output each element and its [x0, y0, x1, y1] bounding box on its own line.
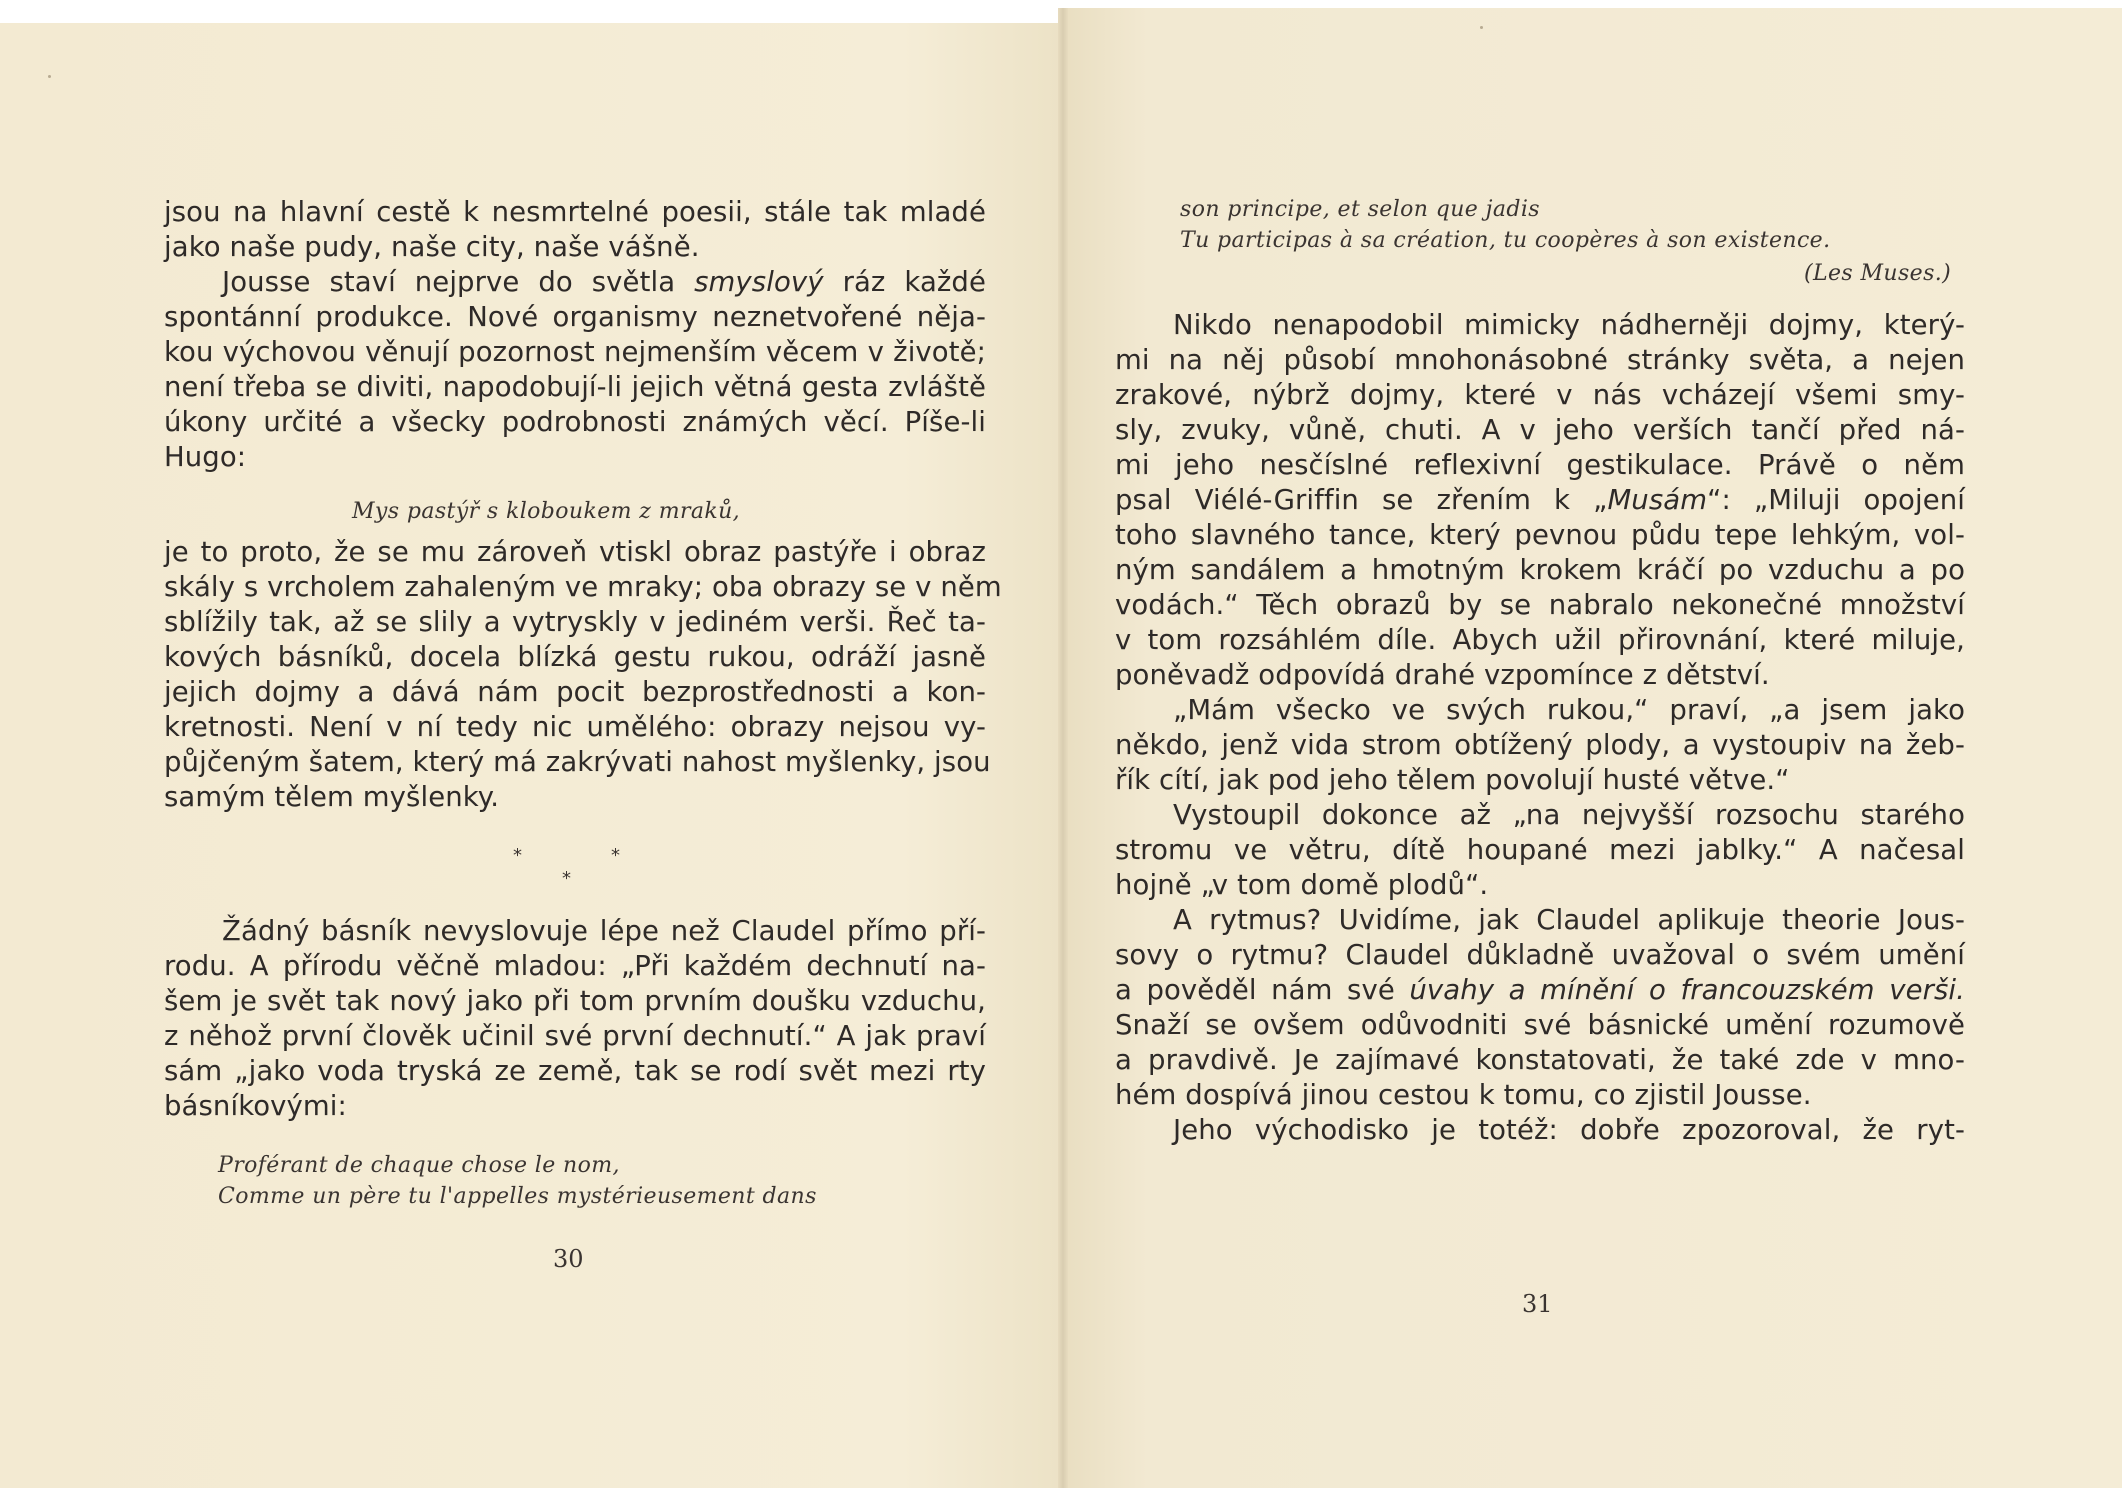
text-line: v tom rozsáhlém díle. Abych užil přirovnání, které miluje,	[1115, 624, 1965, 656]
text-line: jsou na hlavní cestě k nesmrtelné poesii, stále tak mladé	[164, 196, 986, 228]
text-line: „Mám všecko ve svých rukou,“ praví, „a jsem jako	[1173, 694, 1965, 726]
section-separator-star: *	[513, 845, 522, 866]
text-line: toho slavného tance, který pevnou půdu tepe lehkým, vol-	[1115, 519, 1965, 551]
text-line	[164, 265, 986, 300]
text-line: ným sandálem a hmotným krokem kráčí po vzduchu a po	[1115, 554, 1965, 586]
text-line: a pravdivě. Je zajímavé konstatovati, že také zde v mno-	[1115, 1044, 1965, 1076]
text-line: hém dospívá jinou cestou k tomu, co zjistil Jousse.	[1115, 1079, 1812, 1111]
italic-word: Musám	[1607, 484, 1708, 516]
text-line: skály s vrcholem zahaleným ve mraky; oba obrazy se v něm	[164, 571, 1002, 603]
text-line: šem je svět tak nový jako při tom prvním doušku vzduchu,	[164, 985, 986, 1017]
text-line: kových básníků, docela blízká gestu rukou, odráží jasně	[164, 641, 986, 673]
text-line	[1115, 973, 1965, 1008]
text-line: rodu. A přírodu věčně mladou: „Při každém dechnutí na-	[164, 950, 986, 982]
verse-line: son principe, et selon que jadis	[1180, 197, 1540, 222]
text-line: Žádný básník nevyslovuje lépe než Claudel přímo pří-	[222, 915, 986, 947]
text-line: poněvadž odpovídá drahé vzpomínce z dětství.	[1115, 659, 1770, 691]
book-gutter	[1058, 8, 1068, 1488]
text-line: kou výchovou věnují pozornost nejmenším věcem v životě;	[164, 336, 986, 368]
text-line: Jeho východisko je totéž: dobře zpozoroval, že ryt-	[1173, 1114, 1965, 1146]
text-line: A rytmus? Uvidíme, jak Claudel aplikuje theorie Jous-	[1173, 904, 1965, 936]
text-line: jejich dojmy a dává nám pocit bezprostřednosti a kon-	[164, 676, 986, 708]
page-number-left: 30	[553, 1245, 584, 1273]
text-span: “: „Miluji opojení	[1707, 484, 1965, 516]
french-verse-continued	[1180, 194, 1831, 256]
text-line: stromu ve větru, dítě houpané mezi jablky.“ A načesal	[1115, 834, 1965, 866]
verse-line: Tu participas à sa création, tu coopères à son existence.	[1180, 228, 1831, 253]
text-line: Snaží se ovšem odůvodniti své básnické umění rozumově	[1115, 1009, 1965, 1041]
text-line: řík cítí, jak pod jeho tělem povolují husté větve.“	[1115, 764, 1790, 796]
text-line: je to proto, že se mu zároveň vtiskl obraz pastýře i obraz	[164, 536, 986, 568]
text-line: hojně „v tom domě plodů“.	[1115, 869, 1489, 901]
text-span: psal Viélé-Griffin se zřením k „	[1115, 484, 1608, 516]
text-line: zrakové, nýbrž dojmy, které v nás vcházejí všemi smy-	[1115, 379, 1965, 411]
text-line: básníkovými:	[164, 1090, 347, 1122]
text-span: ráz každé	[842, 266, 987, 298]
italic-title: úvahy a mínění o francouzském verši.	[1409, 974, 1966, 1006]
text-line: půjčeným šatem, který má zakrývati nahost myšlenky, jsou	[164, 746, 991, 778]
paper-speck	[1480, 26, 1483, 29]
text-line: spontánní produkce. Nové organismy neznetvořené něja-	[164, 301, 986, 333]
text-line: Vystoupil dokonce až „na nejvyšší rozsochu starého	[1173, 799, 1965, 831]
text-line: sblížily tak, až se slily a vytryskly v jediném verši. Řeč ta-	[164, 606, 986, 638]
text-line: sly, zvuky, vůně, chuti. A v jeho verších tančí před ná-	[1115, 414, 1965, 446]
text-span: a pověděl nám své	[1115, 974, 1395, 1006]
text-line	[1115, 483, 1965, 518]
text-line: vodách.“ Těch obrazů by se nabralo nekonečné množství	[1115, 589, 1965, 621]
text-line: mi jeho nesčíslné reflexivní gestikulace. Právě o něm	[1115, 449, 1965, 481]
text-span: Jousse staví nejprve do světla	[222, 266, 676, 298]
left-page-text	[164, 195, 986, 475]
text-line: Nikdo nenapodobil mimicky nádherněji dojmy, který-	[1173, 309, 1965, 341]
text-line: samým tělem myšlenky.	[164, 781, 500, 813]
section-separator-star: *	[611, 845, 620, 866]
paper-speck	[48, 75, 51, 78]
text-line: z něhož první člověk učinil své první dechnutí.“ A jak praví	[164, 1020, 986, 1052]
verse-source: (Les Muses.)	[1804, 261, 1952, 286]
text-line: Hugo:	[164, 441, 247, 473]
french-verse	[218, 1150, 817, 1212]
text-line: sám „jako voda tryská ze země, tak se rodí svět mezi rty	[164, 1055, 986, 1087]
text-line: mi na něj působí mnohonásobné stránky světa, a nejen	[1115, 344, 1965, 376]
italic-word: smyslový	[694, 266, 824, 298]
text-line: úkony určité a všecky podrobnosti známých věcí. Píše-li	[164, 406, 986, 438]
left-page-text-2	[164, 535, 1002, 815]
text-line: sovy o rytmu? Claudel důkladně uvažoval o svém umění	[1115, 939, 1965, 971]
text-line: jako naše pudy, naše city, naše vášně.	[164, 231, 700, 263]
page-number-right: 31	[1522, 1290, 1553, 1318]
text-line: někdo, jenž vida strom obtížený plody, a vystoupiv na žeb-	[1115, 729, 1965, 761]
verse-line: Proférant de chaque chose le nom,	[218, 1153, 620, 1178]
text-line: kretnosti. Není v ní tedy nic umělého: obrazy nejsou vy-	[164, 711, 986, 743]
section-separator-star: *	[562, 868, 571, 889]
verse-line: Comme un père tu l'appelles mystérieusement dans	[218, 1184, 817, 1209]
left-page-text-3	[164, 914, 986, 1124]
right-page-text	[1115, 308, 1965, 1148]
text-line: není třeba se diviti, napodobují-li jejich větná gesta zvláště	[164, 371, 986, 403]
verse-quote: Mys pastýř s kloboukem z mraků,	[352, 499, 741, 524]
